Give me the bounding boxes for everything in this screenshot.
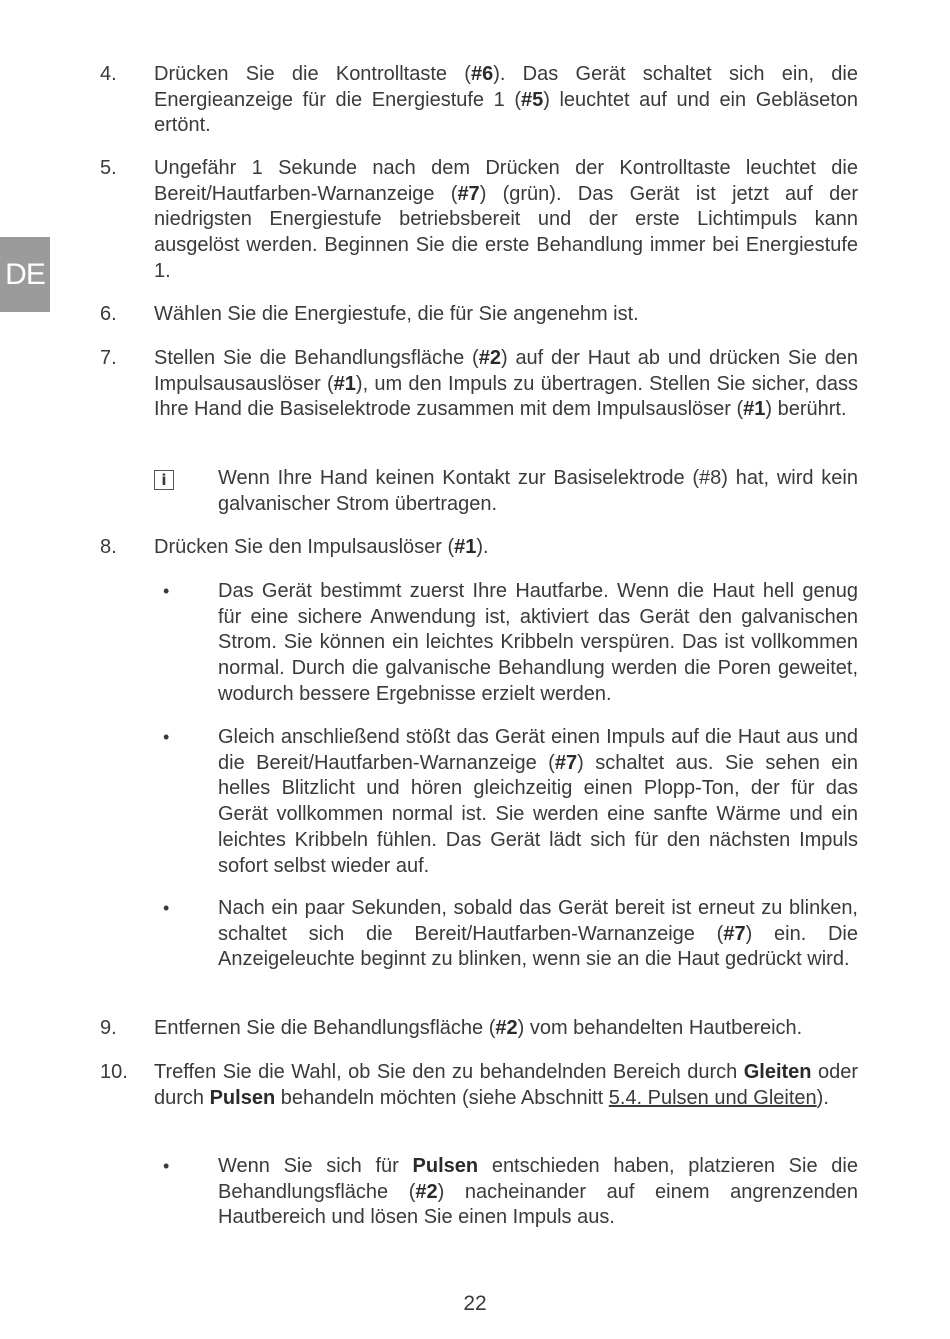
info-icon: i <box>154 470 174 490</box>
step-number: 6. <box>100 303 117 325</box>
text-run: ). Das Gerät schaltet sich ein, die Energieanzeige für die Energiestufe 1 ( <box>154 63 858 111</box>
text-run: behandeln möchten (siehe Abschnitt <box>275 1086 609 1109</box>
text-run: ) berührt. <box>765 398 847 421</box>
bullet-icon: • <box>163 898 170 918</box>
text-run: ) ein. Die Anzeigeleuchte beginnt zu blinken, wenn sie an die Haut gedrückt wird. <box>218 922 858 971</box>
text-run: Drücken Sie den Impulsauslöser ( <box>154 536 455 558</box>
bold-text: Gleiten <box>743 1061 812 1083</box>
step-number: 5. <box>100 157 117 179</box>
text-run: ) vom behandelten Hautbereich. <box>517 1017 803 1039</box>
text-run: ). <box>476 536 489 558</box>
bold-text: #1 <box>454 536 477 558</box>
step-text <box>218 896 858 973</box>
text-run: ) auf der Haut ab und drücken Sie den Impulsausauslöser ( <box>154 347 858 395</box>
step-text <box>154 1016 858 1042</box>
text-run: Ungefähr 1 Sekunde nach dem Drücken der Kontrolltaste leuchtet die Bereit/Hautfarben-Warnanzeige ( <box>154 157 858 205</box>
step-text <box>218 466 858 517</box>
text-run: ), um den Impuls zu übertragen. Stellen Sie sicher, dass Ihre Hand die Basiselektrode zusammen mit dem Impulsauslöser ( <box>154 372 859 421</box>
bold-text: #2 <box>478 347 501 369</box>
text-run: ) nacheinander auf einem angrenzenden Hautbereich und lösen Sie einen Impuls aus. <box>218 1180 859 1229</box>
step-text <box>154 156 858 285</box>
text-run: Wenn Ihre Hand keinen Kontakt zur Basiselektrode (#8) hat, wird kein galvanischer Strom übertragen. <box>218 467 858 515</box>
section-link[interactable]: 5.4. Pulsen und Gleiten <box>608 1086 817 1109</box>
text-run: ) (grün). Das Gerät ist jetzt auf der niedrigsten Energiestufe betriebsbereit und der erste Lichtimpuls kann ausgelöst werden. Beginnen Sie die erste Behandlung immer bei Energiestufe 1. <box>154 182 859 282</box>
step-text <box>154 302 858 328</box>
bold-text: Pulsen <box>209 1086 276 1109</box>
bullet-icon: • <box>163 727 170 747</box>
bold-text: #7 <box>457 182 480 205</box>
bold-text: #5 <box>521 88 544 111</box>
text-run: Stellen Sie die Behandlungsfläche ( <box>154 347 479 369</box>
text-run: entschieden haben, platzieren Sie die Behandlungsfläche ( <box>218 1155 858 1203</box>
step-number: 4. <box>100 63 117 85</box>
bullet-icon: • <box>163 1156 170 1176</box>
text-run: oder durch <box>154 1061 858 1109</box>
text-run: Wenn Sie sich für <box>218 1155 413 1177</box>
text-run: ) schaltet aus. Sie sehen ein helles Blitzlicht und hören gleichzeitig einen Plopp-Ton, der für das Gerät vollkommen normal ist. Sie werden eine sanfte Wärme und ein leichtes Kribbeln fühlen. Das Gerät lädt sich für den nächsten Impuls sofort selbst wieder auf. <box>218 751 858 877</box>
text-run: Nach ein paar Sekunden, sobald das Gerät bereit ist erneut zu blinken, schaltet sich die Bereit/Hautfarben-Warnanzeige ( <box>218 897 858 945</box>
step-text <box>218 725 858 879</box>
step-text <box>154 62 858 139</box>
text-run: ) leuchtet auf und ein Gebläseton ertönt. <box>154 88 858 137</box>
page-number: 22 <box>463 1292 487 1315</box>
bold-text: #2 <box>495 1017 518 1039</box>
bold-text: #2 <box>415 1180 438 1203</box>
step-text <box>154 535 858 561</box>
bold-text: #1 <box>333 372 356 395</box>
text-run: Wählen Sie die Energiestufe, die für Sie angenehm ist. <box>154 303 639 325</box>
text-run: Treffen Sie die Wahl, ob Sie den zu behandelnden Bereich durch <box>154 1061 744 1083</box>
step-text <box>218 1154 858 1231</box>
step-text <box>154 1060 858 1111</box>
bullet-icon: • <box>163 581 170 601</box>
bold-text: #1 <box>743 398 766 421</box>
step-number: 10. <box>100 1061 128 1083</box>
bold-text: #6 <box>470 63 494 85</box>
step-text <box>218 579 858 708</box>
step-text <box>154 346 858 423</box>
text-run: ). <box>816 1086 829 1109</box>
text-run: Drücken Sie die Kontrolltaste ( <box>154 63 471 85</box>
text-run: Das Gerät bestimmt zuerst Ihre Hautfarbe. Wenn die Haut hell genug für eine sichere Anwendung ist, aktiviert das Gerät den galvanischen Strom. Sie können ein leichtes Kribbeln verspüren. Das ist vollkommen normal. Durch die galvanische Behandlung werden die Poren geweitet, wodurch bessere Ergebnisse erzielt werden. <box>218 580 858 705</box>
text-run: Entfernen Sie die Behandlungsfläche ( <box>154 1017 496 1039</box>
text-run: Gleich anschließend stößt das Gerät einen Impuls auf die Haut aus und die Bereit/Hautfarben-Warnanzeige ( <box>218 726 858 774</box>
step-number: 9. <box>100 1017 117 1039</box>
bold-text: #7 <box>723 922 746 945</box>
language-tab: DE <box>0 237 50 312</box>
bold-text: #7 <box>554 751 578 774</box>
bold-text: Pulsen <box>412 1155 479 1177</box>
step-number: 8. <box>100 536 117 558</box>
step-number: 7. <box>100 347 117 369</box>
